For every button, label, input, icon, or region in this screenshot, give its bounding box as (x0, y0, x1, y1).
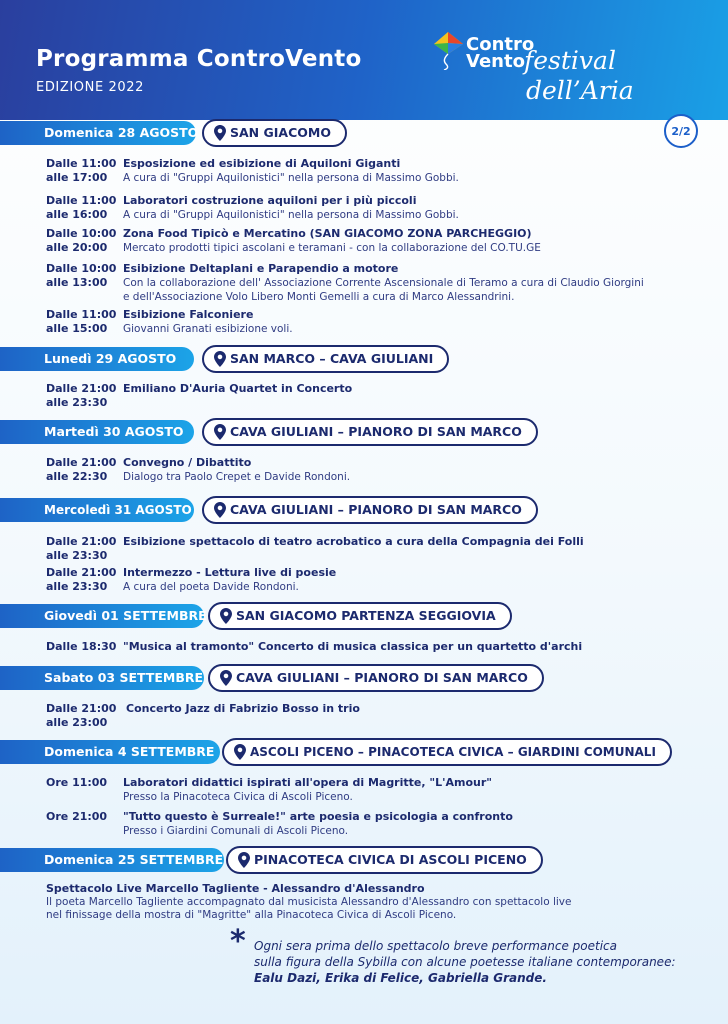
event-desc: Con la collaborazione dell' Associazione Corrente Ascensionale di Teramo a cura di Claudio Giorgini (123, 277, 644, 289)
event-title: Convegno / Dibattito (123, 456, 252, 469)
day-date: Martedì 30 AGOSTO (0, 420, 194, 444)
map-pin-icon (234, 744, 246, 760)
location-pill: SAN GIACOMO PARTENZA SEGGIOVIA (208, 602, 512, 630)
event-desc: Dialogo tra Paolo Crepet e Davide Rondoni. (123, 471, 351, 483)
day-date: Mercoledì 31 AGOSTO (0, 498, 194, 522)
map-pin-icon (238, 852, 250, 868)
event-desc: nel finissage della mostra di "Magritte" alla Pinacoteca Civica di Ascoli Piceno. (46, 909, 457, 921)
edition-subtitle: EDIZIONE 2022 (36, 80, 144, 95)
footnote-line: Ogni sera prima dello spettacolo breve performance poetica (254, 939, 618, 953)
final-event (46, 882, 686, 923)
logo-festival: festival (524, 46, 616, 75)
event-desc: Presso la Pinacoteca Civica di Ascoli Piceno. (123, 791, 353, 803)
page-title: Programma ControVento (36, 46, 362, 72)
event-title: Zona Food Tipicò e Mercatino (SAN GIACOMO ZONA PARCHEGGIO) (123, 227, 532, 240)
day-date: Domenica 28 AGOSTO (0, 121, 196, 145)
event-title: Esibizione Falconiere (123, 308, 254, 321)
location-pill: SAN MARCO – CAVA GIULIANI (202, 345, 449, 373)
map-pin-icon (220, 608, 232, 624)
event-desc: Il poeta Marcello Tagliente accompagnato dal musicista Alessandro d'Alessandro con spettacolo live (46, 895, 572, 908)
event-desc: A cura di "Gruppi Aquilonistici" nella persona di Massimo Gobbi. (123, 209, 459, 221)
event-desc: A cura del poeta Davide Rondoni. (123, 581, 299, 593)
logo-wordmark: Contro Vento (466, 34, 535, 72)
location-pill: ASCOLI PICENO – PINACOTECA CIVICA – GIARDINI COMUNALI (222, 738, 672, 766)
page-indicator: 2/2 (664, 114, 698, 148)
event-title: Esibizione Deltaplani e Parapendio a motore (123, 262, 399, 275)
event-title: Esibizione spettacolo di teatro acrobatico a cura della Compagnia dei Folli (123, 535, 584, 548)
kite-icon (430, 30, 466, 70)
event-title: Laboratori costruzione aquiloni per i più piccoli (123, 194, 417, 207)
event-title: Emiliano D'Auria Quartet in Concerto (123, 382, 353, 395)
asterisk-icon: * (230, 924, 246, 959)
day-date: Giovedì 01 SETTEMBRE (0, 604, 204, 628)
map-pin-icon (214, 125, 226, 141)
event-desc: A cura di "Gruppi Aquilonistici" nella persona di Massimo Gobbi. (123, 172, 459, 184)
event-desc: Presso i Giardini Comunali di Ascoli Piceno. (123, 825, 349, 837)
map-pin-icon (214, 502, 226, 518)
location-pill: CAVA GIULIANI – PIANORO DI SAN MARCO (202, 418, 538, 446)
event-title: "Musica al tramonto" Concerto di musica classica per un quartetto d'archi (123, 640, 583, 653)
location-pill: CAVA GIULIANI – PIANORO DI SAN MARCO (208, 664, 544, 692)
location-pill: CAVA GIULIANI – PIANORO DI SAN MARCO (202, 496, 538, 524)
event-desc: Giovanni Granati esibizione voli. (123, 323, 293, 335)
header-banner (0, 0, 728, 120)
map-pin-icon (214, 424, 226, 440)
day-date: Domenica 4 SETTEMBRE (0, 740, 220, 764)
map-pin-icon (214, 351, 226, 367)
event-title: "Tutto questo è Surreale!" arte poesia e psicologia a confronto (123, 810, 513, 823)
day-date: Lunedì 29 AGOSTO (0, 347, 194, 371)
location-pill: SAN GIACOMO (202, 119, 347, 147)
logo-aria: dell’Aria (526, 76, 634, 105)
location-pill: PINACOTECA CIVICA DI ASCOLI PICENO (226, 846, 543, 874)
footnote (230, 924, 700, 986)
event-title: Concerto Jazz di Fabrizio Bosso in trio (126, 702, 360, 715)
footnote-names: Ealu Dazi, Erika di Felice, Gabriella Grande. (254, 971, 547, 985)
event-title: Intermezzo - Lettura live di poesie (123, 566, 337, 579)
map-pin-icon (220, 670, 232, 686)
event-title: Esposizione ed esibizione di Aquiloni Giganti (123, 157, 401, 170)
event-desc: e dell'Associazione Volo Libero Monti Gemelli a cura di Marco Alessandrini. (123, 291, 515, 303)
festival-logo (426, 22, 636, 118)
event-title: Laboratori didattici ispirati all'opera di Magritte, "L'Amour" (123, 776, 492, 789)
footnote-line: sulla figura della Sybilla con alcune poetesse italiane contemporanee: (254, 955, 676, 969)
event-desc: Mercato prodotti tipici ascolani e teramani - con la collaborazione del CO.TU.GE (123, 242, 541, 254)
day-date: Sabato 03 SETTEMBRE (0, 666, 204, 690)
event-title: Spettacolo Live Marcello Tagliente - Alessandro d'Alessandro (46, 882, 425, 895)
day-date: Domenica 25 SETTEMBRE (0, 848, 224, 872)
